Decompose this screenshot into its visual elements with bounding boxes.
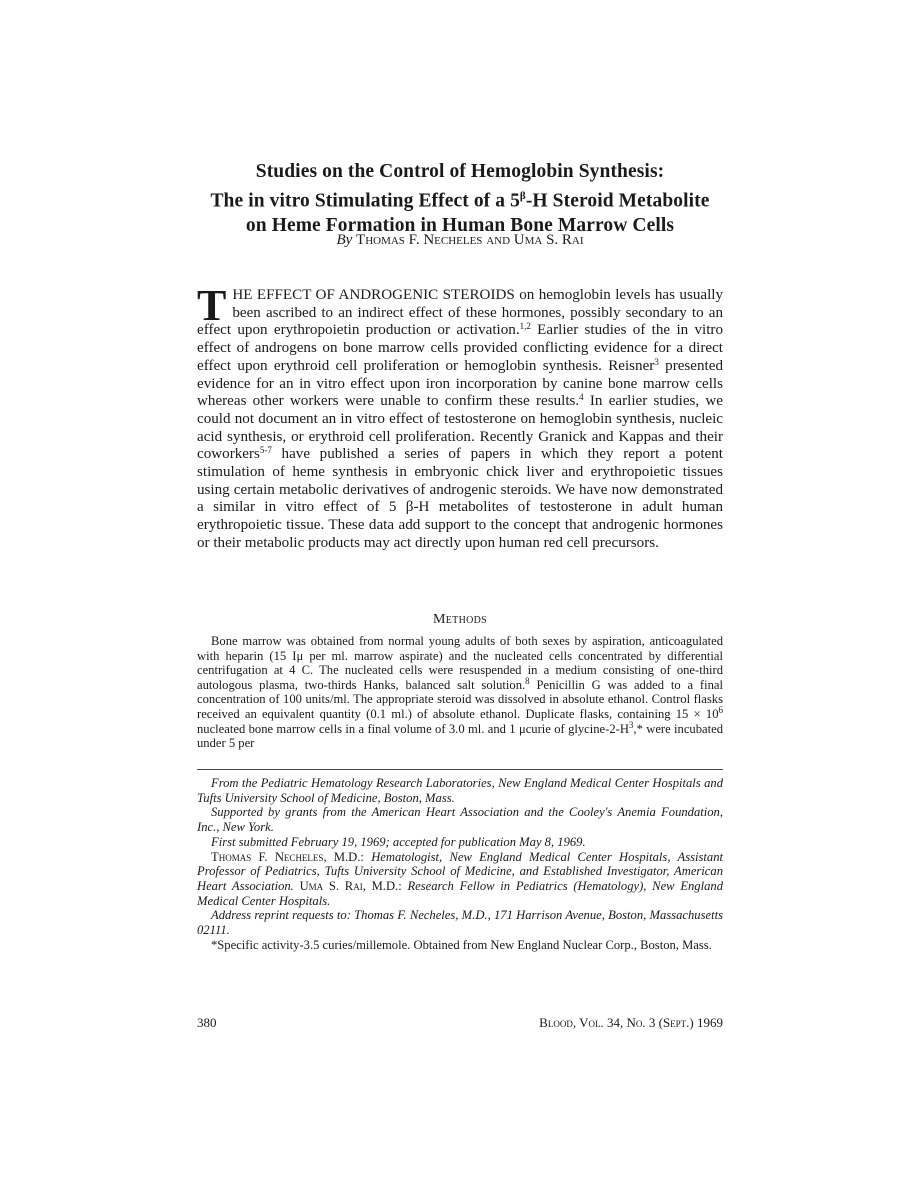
footnote-author-2-name: Uma S. Rai [299,878,363,893]
citation-ref: 1,2 [519,321,531,332]
title-line-3: on Heme Formation in Human Bone Marrow Cells [245,214,675,236]
methods-heading: Methods [433,612,487,627]
intro-text: In earlier studies, we could not document an in vitro effect of testosterone on hemoglobin synthesis, nucleic acid synthesis, or erythroid cell proliferation. Recently Granick and Kappas and their coworkers [197,393,723,463]
methods-text: nucleated bone marrow cells in a final volume of 3.0 ml. and 1 μcurie of glycine-2-H [197,721,629,736]
byline-by: By [336,232,353,248]
journal-citation: Blood, Vol. 34, No. 3 (Sept.) 1969 [539,1015,723,1030]
footnote-reprint: Address reprint requests to: Thomas F. Necheles, M.D., 171 Harrison Avenue, Boston, Massachusetts 02111. [197,908,723,938]
citation-ref: 5-7 [259,445,272,456]
methods-paragraph [197,634,723,751]
page-footer [197,1015,723,1031]
footnote-support: Supported by grants from the American Heart Association and the Cooley's Anemia Foundation, Inc., New York. [197,805,723,835]
author-1: Thomas F. Necheles [356,232,483,248]
footnote-affiliation: From the Pediatric Hematology Research Laboratories, New England Medical Center Hospitals and Tufts University School of Medicine, Boston, Mass. [197,776,723,805]
introduction-paragraph [197,281,724,553]
byline-and: and [486,232,511,248]
intro-text: Earlier studies of the in vitro effect of androgens on bone marrow cells provided conflicting evidence for a direct effect upon erythroid cell proliferation or hemoglobin synthesis. Reisner [197,322,724,374]
intro-lead: HE EFFECT OF ANDROGENIC STEROIDS [232,287,515,303]
footnote-author-1-suffix: , M.D.: [323,849,372,864]
author-2: Uma S. Rai [513,232,584,248]
intro-text: have published a series of papers in which they report a potent stimulation of heme synthesis in embryonic chick liver and erythropoietic tissues using certain metabolic derivatives of androgenic steroids. We have now demonstrated a similar in vitro effect of 5 β-H metabolites of testosterone in adult human erythropoietic tissue. These data add support to the concept that androgenic hormones or their metabolic products may act directly upon human red cell precursors. [197,446,723,551]
title-line-2-post: -H Steroid Metabolite [525,190,710,212]
citation-ref: 3 [654,356,659,367]
methods-text: ,* were incubated under 5 per [197,721,723,751]
methods-text: Bone marrow was obtained from normal young adults of both sexes by aspiration, anticoagulated with heparin (15 Iμ per ml. marrow aspirate) and the nucleated cells concentrated by differential centrifugation at 4 C. The nucleated cells were resuspended in a medium consisting of one-third autologous plasma, two-thirds Hanks, balanced salt solution. [197,634,723,692]
footnote-divider [197,769,723,770]
footnote-author-1-name: Thomas F. Necheles [211,849,324,864]
methods-text: Penicillin G was added to a final concentration of 100 units/ml. The appropriate steroid was dissolved in absolute ethanol. Control flasks received an equivalent quantity (0.1 ml.) of absolute ethanol. Duplicate flasks, containing 15 × 10 [197,677,723,721]
isotope-superscript: 3 [628,719,634,730]
byline [197,232,723,249]
article-title [167,160,753,238]
title-beta-superscript: β [519,190,526,202]
drop-cap: T [197,281,227,330]
exponent: 6 [718,704,723,715]
title-line-1: Studies on the Control of Hemoglobin Synthesis: [255,161,665,182]
page-number: 380 [197,1015,217,1030]
footnote-asterisk: *Specific activity-3.5 curies/millemole. Obtained from New England Nuclear Corp., Boston, Mass. [211,937,712,952]
footnote-dates: First submitted February 19, 1969; accepted for publication May 8, 1969. [211,834,586,849]
intro-text: on hemoglobin levels has usually been ascribed to an indirect effect of these hormones, possibly secondary to an effect upon erythropoietin production or activation. [197,287,724,339]
title-line-2-pre: The in vitro Stimulating Effect of a 5 [210,190,520,212]
intro-text: presented evidence for an in vitro effect upon iron incorporation by canine bone marrow cells whereas other workers were unable to confirm these results. [197,357,723,410]
title-line-2 [167,184,753,214]
footnote-author-2-role: Research Fellow in Pediatrics (Hematology), New England Medical Center Hospitals. [197,878,723,908]
footnote-author-1-role: Hematologist, New England Medical Center Hospitals, Assistant Professor of Pediatrics, Tufts University School of Medicine, and Established Investigator, American Heart Association. [197,849,723,893]
citation-ref: 4 [579,392,584,403]
footnote-authors [197,850,723,909]
footnotes [197,776,723,952]
citation-ref: 8 [525,675,530,686]
footnote-author-2-suffix: , M.D.: [362,878,408,893]
